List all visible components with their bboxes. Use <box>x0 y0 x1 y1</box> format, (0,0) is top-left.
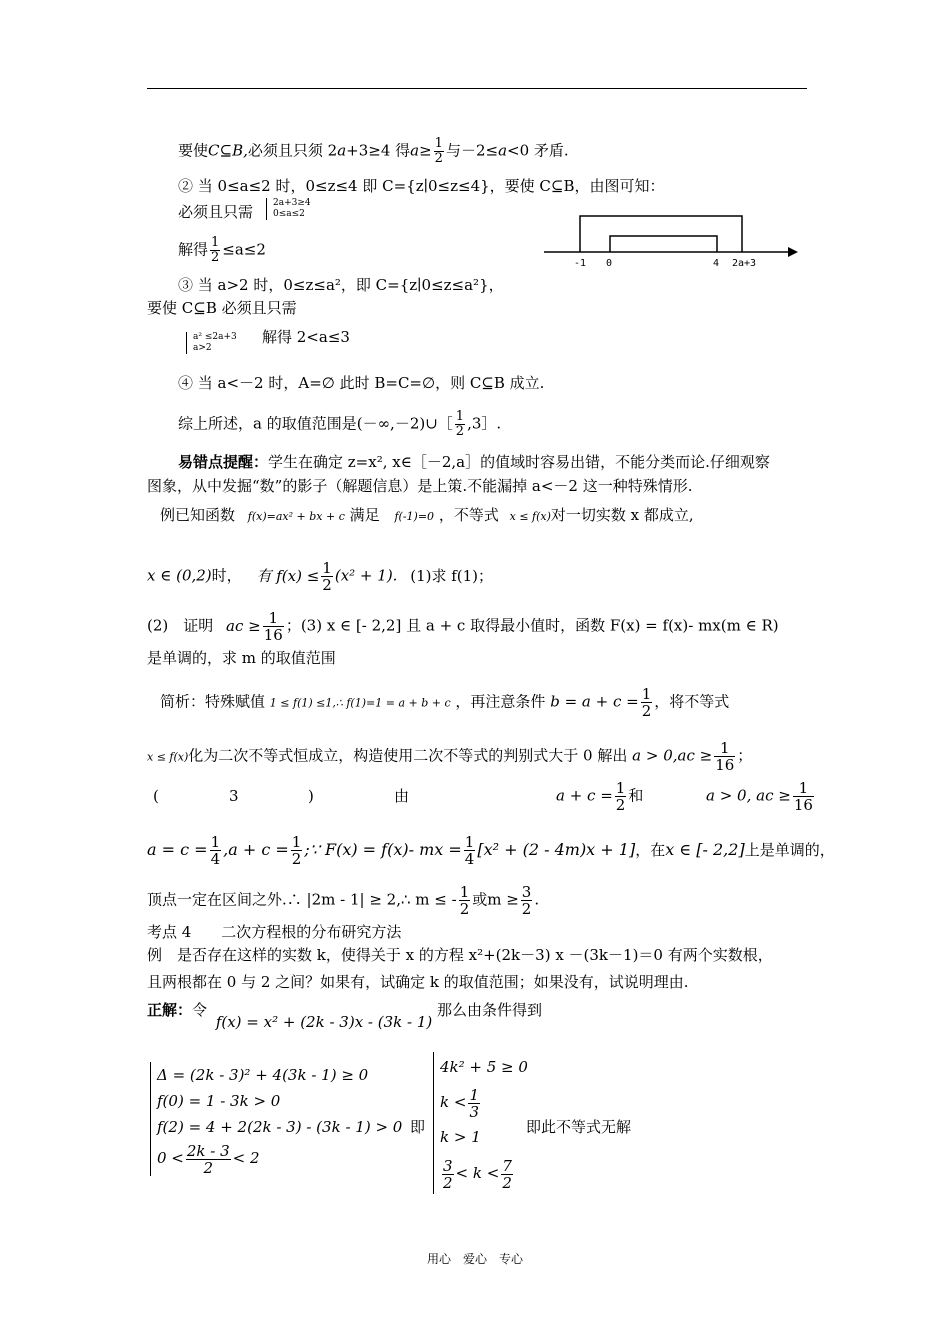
system-A: Δ = (2k - 3)² + 4(3k - 1) ≥ 0 f(0) = 1 - 3k > 0 f(2) = 4 + 2(2k - 3) - (3k - 1) > 0 0 < $\frac{2k - 3}{2}$ < 2 <box>150 1062 402 1176</box>
interval-C <box>610 236 717 252</box>
section-heading: 考点 4 二次方程根的分布研究方法 <box>147 923 402 941</box>
text-line-5: ③ 当 a>2 时，0≤z≤a²，即 C={z∣0≤z≤a²}， <box>178 276 504 294</box>
fraction: $\frac{1}{2}$ <box>434 136 443 166</box>
label-neg1: -1 <box>574 258 587 269</box>
conclusion-text: 即此不等式无解 <box>526 1118 632 1136</box>
text-line-9: 综上所述，a 的取值范围是(－∞,－2)∪［ $\frac{1}{2}$ ,3］. <box>178 409 502 439</box>
system-1: 2a+3≥4 0≤a≤2 <box>266 198 311 220</box>
analysis-line-3b: 3 <box>229 787 239 805</box>
example2-line-2: 且两根都在 0 与 2 之间？如果有，试确定 k 的取值范围；如果没有，试说明理由. <box>147 973 689 991</box>
ji-text: 即 <box>410 1118 426 1136</box>
analysis-line-4: a = c = $\frac{1}{4}$ ,a + c = $\frac{1}{2}$ ;∵ F(x) = f(x)- mx = $\frac{1}{4}$ [x² + (2 - 4m)x + 1]，在x ∈ [- 2,2]上是单调的， <box>147 833 835 868</box>
label-0: 0 <box>606 258 613 269</box>
warning-line-2: 图象，从中发掘“数”的影子（解题信息）是上策.不能漏掉 a<－2 这一种特殊情形. <box>147 477 693 495</box>
text-line-6: 要使 C⊆B 必须且只需 <box>147 299 297 317</box>
solution-line: 正解：令 f(x) = x² + (2k - 3)x - (3k - 1) 那么由条件得到 <box>147 1001 543 1031</box>
example-line-2: x ∈ (0,2)时， 有 f(x) ≤ $\frac{1}{2}$ (x² + 1). (1)求 f(1)； <box>147 559 494 594</box>
analysis-line-3c: ) <box>308 787 314 805</box>
number-line-diagram <box>540 212 800 272</box>
system-B: 4k² + 5 ≥ 0 k < $\frac{1}{3}$ k > 1 $\frac{3}{2}$ < k < $\frac{7}{2}$ <box>433 1052 528 1194</box>
analysis-line-5: 顶点一定在区间之外.∴ |2m - 1| ≥ 2,∴ m ≤ - $\frac{1}{2}$ 或m ≥ $\frac{3}{2}$ . <box>147 883 540 918</box>
analysis-line-3a: ( <box>153 787 159 805</box>
analysis-line-3g: a > 0, ac ≥ $\frac{1}{16}$ <box>706 779 813 814</box>
example-line-3: (2) 证明 ac ≥ $\frac{1}{16}$ ；(3) x ∈ [- 2,2] 且 a + c 取得最小值时，函数 F(x) = f(x)- mx(m ∈ R) <box>147 609 779 644</box>
text-line-7: 解得 2<a≤3 <box>262 328 350 346</box>
label-4: 4 <box>713 258 720 269</box>
page-footer: 用心 爱心 专心 <box>426 1252 523 1266</box>
arrow-head <box>788 247 798 257</box>
header-rule <box>147 88 807 89</box>
text-line-3: 必须且只需 <box>178 203 254 221</box>
text-line-1: 要使C⊆B,必须且只须 2a+3≥4 得a≥ $\frac{1}{2}$ 与－2≤a<0 矛盾. <box>178 136 569 166</box>
label-2a3: 2a+3 <box>732 258 757 269</box>
analysis-line-3e: a + c = $\frac{1}{2}$ 和 <box>556 779 644 814</box>
example-line-1: 例已知函数 f(x)=ax² + bx + c 满足 f(-1)=0 ，不等式 x ≤ f(x)对一切实数 x 都成立, <box>160 506 694 524</box>
text-line-8: ④ 当 a<－2 时，A=∅ 此时 B=C=∅，则 C⊆B 成立. <box>178 374 545 392</box>
analysis-line-3d: 由 <box>394 787 410 805</box>
system-2: a² ≤2a+3 a>2 <box>186 332 237 354</box>
example-line-4: 是单调的，求 m 的取值范围 <box>147 649 336 667</box>
warning-line-1: 易错点提醒：学生在确定 z=x², x∈［－2,a］的值域时容易出错，不能分类而论.仔细观察 <box>178 453 770 471</box>
example2-line-1: 例 是否存在这样的实数 k，使得关于 x 的方程 x²+(2k－3) x －(3k－1)＝0 有两个实数根， <box>147 946 773 964</box>
analysis-line-1: 简析：特殊赋值 1 ≤ f(1) ≤1,∴ f(1)=1 = a + b + c ，再注意条件 b = a + c = $\frac{1}{2}$ ，将不等式 <box>160 685 730 720</box>
analysis-line-2: x ≤ f(x)化为二次不等式恒成立，构造使用二次不等式的判别式大于 0 解出 a > 0,ac ≥ $\frac{1}{16}$ ； <box>147 739 753 774</box>
text-line-2: ② 当 0≤a≤2 时，0≤z≤4 即 C={z∣0≤z≤4}，要使 C⊆B，由图可知： <box>178 177 665 195</box>
text-line-4: 解得 $\frac{1}{2}$ ≤a≤2 <box>178 235 266 265</box>
